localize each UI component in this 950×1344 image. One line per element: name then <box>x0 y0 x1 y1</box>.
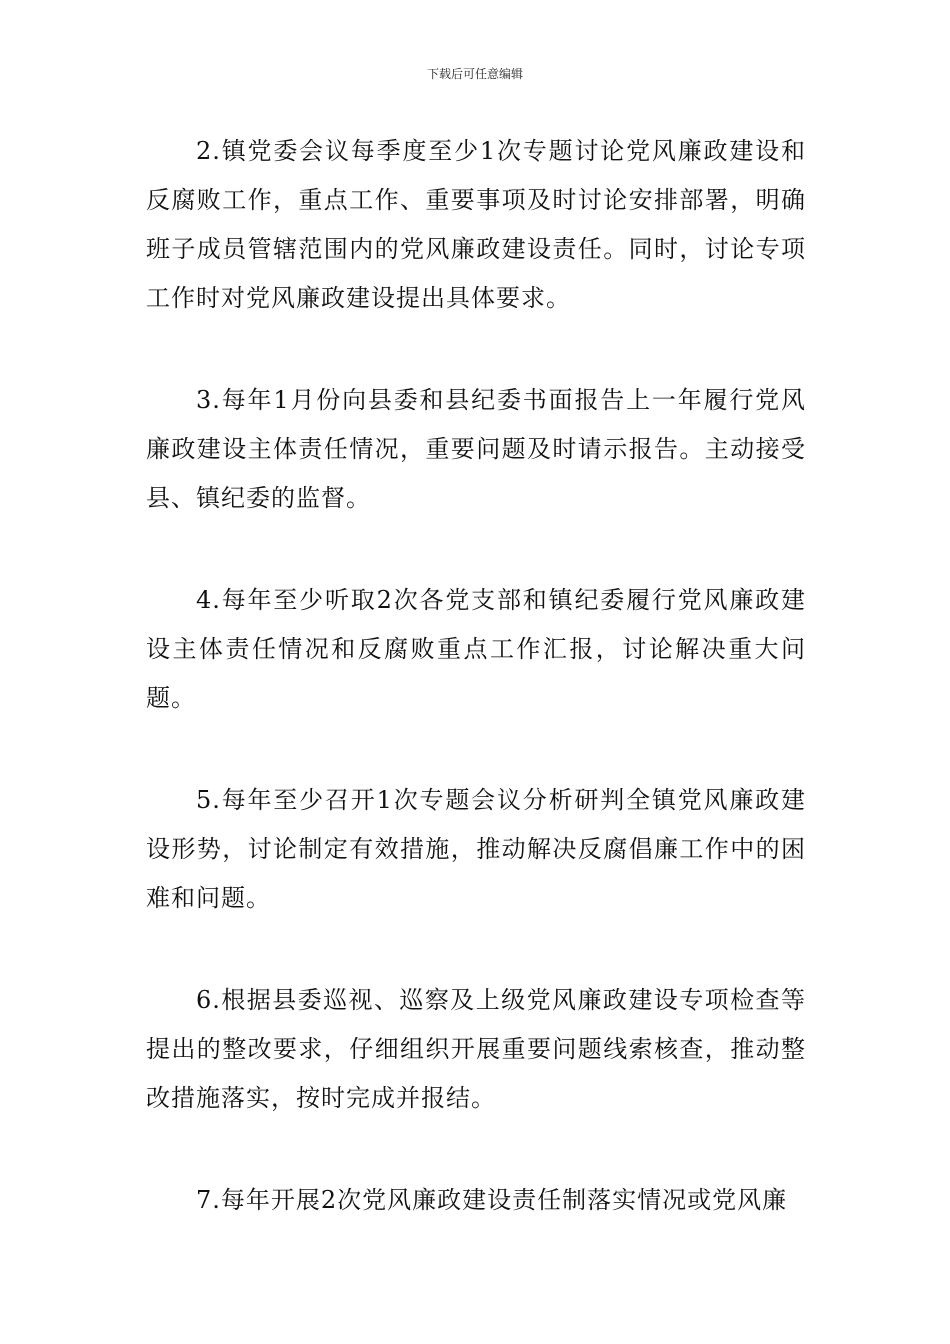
page-header: 下载后可任意编辑 <box>426 67 523 81</box>
paragraph-item-5: 5.每年至少召开1次专题会议分析研判全镇党风廉政建设形势，讨论制定有效措施，推动解决反腐倡廉工作中的困难和问题。 <box>146 786 806 912</box>
paragraph-item-6: 6.根据县委巡视、巡察及上级党风廉政建设专项检查等提出的整改要求，仔细组织开展重要问题线索核查，推动整改措施落实，按时完成并报结。 <box>146 986 806 1112</box>
paragraph-item-3: 3.每年1月份向县委和县纪委书面报告上一年履行党风廉政建设主体责任情况，重要问题及时请示报告。主动接受县、镇纪委的监督。 <box>146 386 806 512</box>
paragraph-item-2: 2.镇党委会议每季度至少1次专题讨论党风廉政建设和反腐败工作，重点工作、重要事项及时讨论安排部署，明确班子成员管辖范围内的党风廉政建设责任。同时，讨论专项工作时对党风廉政建设提出具体要求。 <box>146 137 806 312</box>
document-body <box>146 127 806 1278</box>
paragraph-item-7: 7.每年开展2次党风廉政建设责任制落实情况或党风廉 <box>196 1186 788 1214</box>
paragraph-item-4: 4.每年至少听取2次各党支部和镇纪委履行党风廉政建设主体责任情况和反腐败重点工作汇报，讨论解决重大问题。 <box>146 586 806 712</box>
